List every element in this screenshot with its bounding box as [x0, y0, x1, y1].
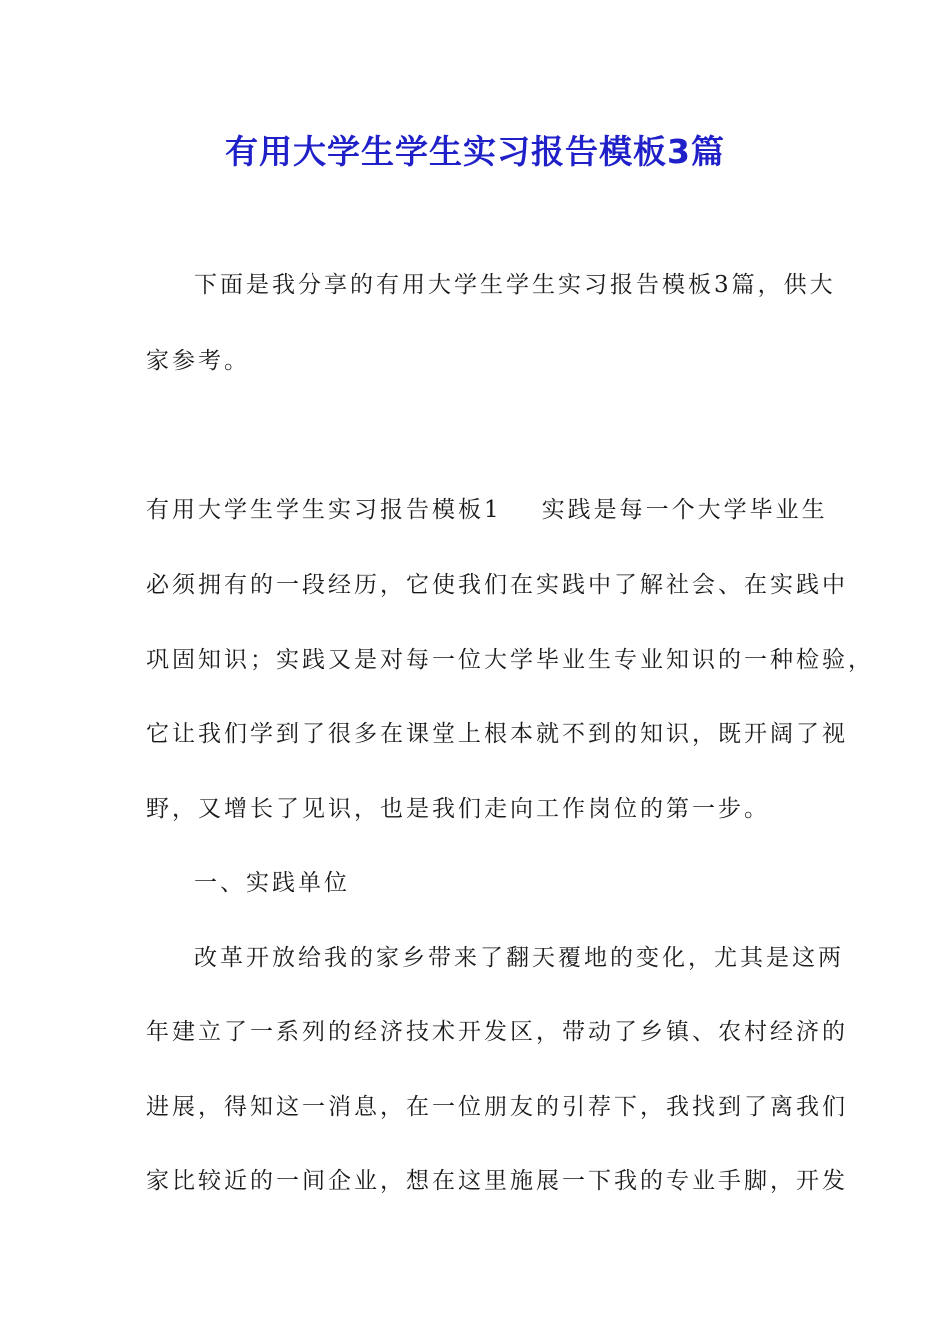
section-1-line: 野，又增长了见识，也是我们走向工作岗位的第一步。	[146, 796, 770, 822]
section-1-line: 它让我们学到了很多在课堂上根本就不到的知识，既开阔了视	[146, 721, 848, 747]
section-1-lead: 实践是每一个大学毕业生	[541, 497, 828, 523]
paragraph-2-line: 改革开放给我的家乡带来了翻天覆地的变化，尤其是这两	[194, 945, 844, 971]
paragraph-2-line: 进展，得知这一消息，在一位朋友的引荐下，我找到了离我们	[146, 1094, 848, 1120]
intro-line-1: 下面是我分享的有用大学生学生实习报告模板3篇，供大	[194, 272, 836, 298]
page-title: 有用大学生学生实习报告模板3篇	[225, 132, 725, 171]
paragraph-2-line: 年建立了一系列的经济技术开发区，带动了乡镇、农村经济的	[146, 1019, 848, 1045]
paragraph-2-line: 家比较近的一间企业，想在这里施展一下我的专业手脚，开发	[146, 1168, 848, 1194]
section-1-first-line	[146, 495, 828, 525]
intro-line-2: 家参考。	[146, 348, 250, 374]
section-1-line: 必须拥有的一段经历，它使我们在实践中了解社会、在实践中	[146, 572, 848, 598]
subheading-practice-unit: 一、实践单位	[194, 870, 350, 896]
section-1-heading: 有用大学生学生实习报告模板1	[146, 497, 502, 523]
section-1-line: 巩固知识；实践又是对每一位大学毕业生专业知识的一种检验，	[146, 647, 874, 673]
